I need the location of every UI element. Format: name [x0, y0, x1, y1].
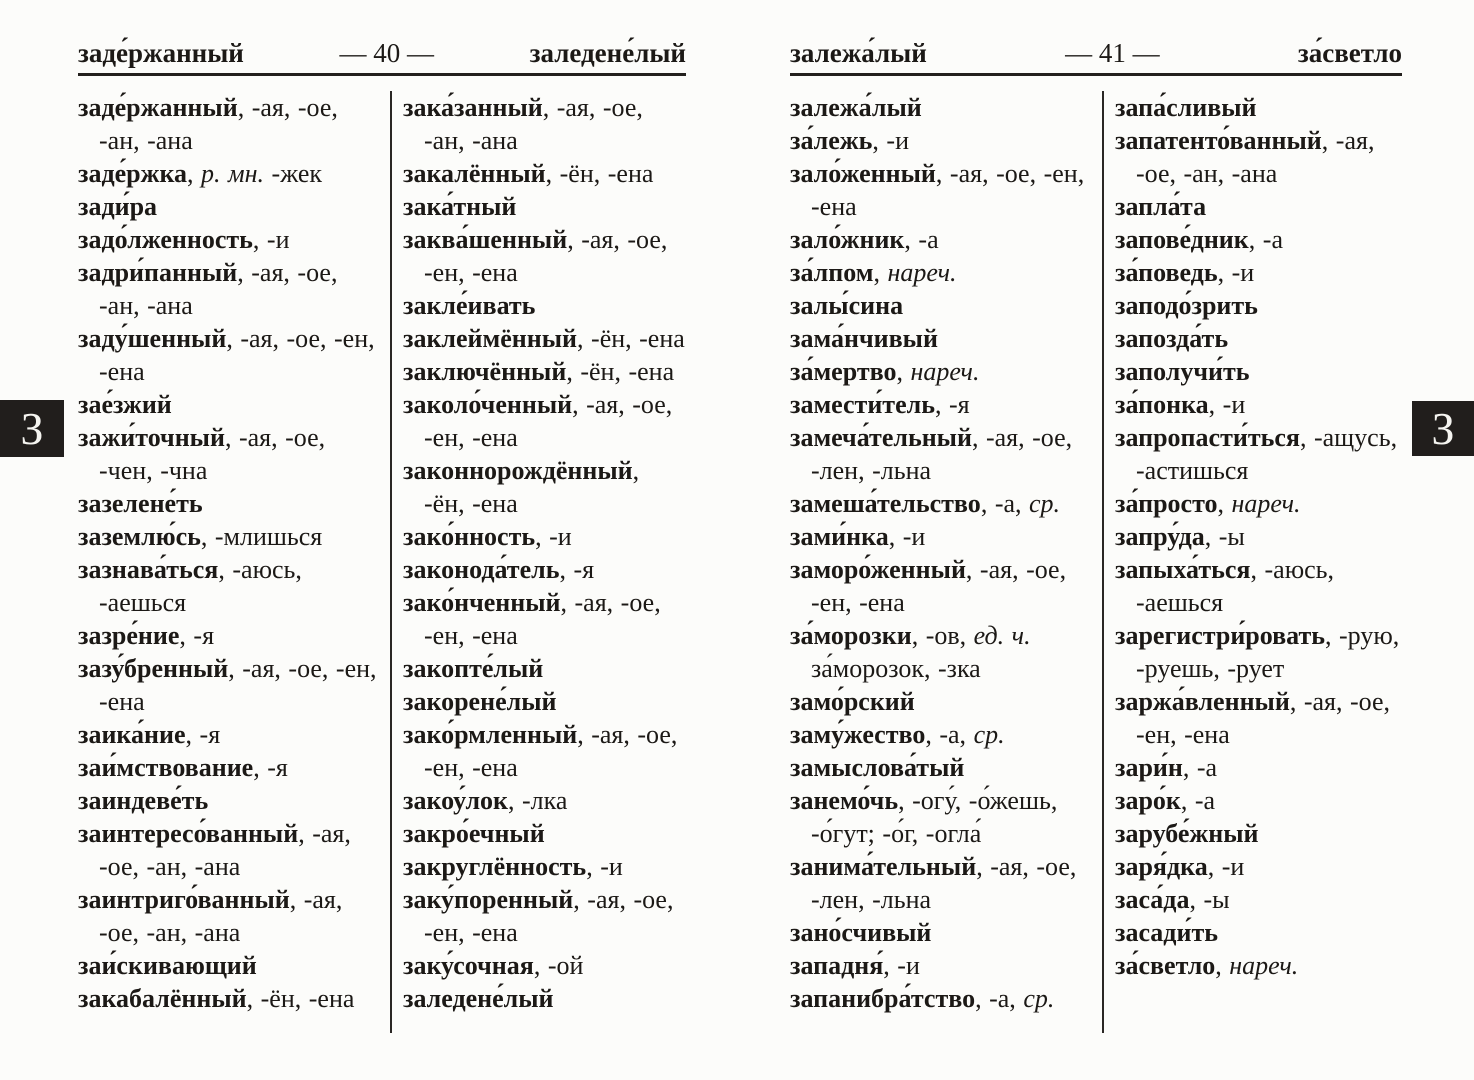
- dictionary-entry: запанибра́тство, -а, ср.: [790, 984, 1055, 1013]
- running-head-first-word: залежа́лый: [790, 38, 927, 68]
- header-rule: [78, 73, 686, 76]
- dictionary-entry: зака́занный, -ая, -ое, -ан, -ана: [403, 93, 643, 155]
- dictionary-entry: замеча́тельный, -ая, -ое, -лен, -льна: [790, 423, 1073, 485]
- dictionary-entry: за́поведь, -и: [1115, 258, 1255, 287]
- dictionary-entry: за́светло, нареч.: [1115, 951, 1299, 980]
- dictionary-entry: законнорождённый, -ён, -ена: [403, 456, 640, 518]
- dictionary-entry: заполучи́ть: [1115, 357, 1250, 386]
- dictionary-entry: заму́жество, -а, ср.: [790, 720, 1005, 749]
- page-number: — 40 —: [339, 38, 434, 68]
- dictionary-entry: заподо́зрить: [1115, 291, 1258, 320]
- dictionary-entry: засади́ть: [1115, 918, 1218, 947]
- dictionary-entry: запа́сливый: [1115, 93, 1257, 122]
- dictionary-entry: закалённый, -ён, -ена: [403, 159, 654, 188]
- dictionary-entry: замеша́тельство, -а, ср.: [790, 489, 1061, 518]
- running-head-last-word: заледене́лый: [529, 38, 686, 68]
- dictionary-entry: за́лежь, -и: [790, 126, 909, 155]
- text-column: [78, 91, 381, 1033]
- dictionary-entry: заморо́женный, -ая, -ое, -ен, -ена: [790, 555, 1067, 617]
- dictionary-entry: за́лпом, нареч.: [790, 258, 957, 287]
- dictionary-entry: зало́женный, -ая, -ое, -ен, -ена: [790, 159, 1085, 221]
- running-head-last-word: за́светло: [1297, 38, 1402, 68]
- dictionary-entry: зако́нность, -и: [403, 522, 572, 551]
- dictionary-entry: закопте́лый: [403, 654, 544, 683]
- dictionary-entry: заку́поренный, -ая, -ое, -ен, -ена: [403, 885, 674, 947]
- dictionary-entry: заде́ржанный, -ая, -ое, -ан, -ана: [78, 93, 338, 155]
- dictionary-entry: занемо́чь, -огу́, -о́жешь, -о́гут; -о́г, -огла́: [790, 786, 1058, 848]
- dictionary-entry: закруглённость, -и: [403, 852, 623, 881]
- dictionary-entry: закабалённый, -ён, -ена: [78, 984, 355, 1013]
- dictionary-page-41: [790, 38, 1402, 1033]
- dictionary-entry: залы́сина: [790, 291, 904, 320]
- header-rule: [790, 73, 1402, 76]
- dictionary-entry: заледене́лый: [403, 984, 554, 1013]
- dictionary-entry: заика́ние, -я: [78, 720, 221, 749]
- dictionary-entry: зами́нка, -и: [790, 522, 926, 551]
- tab-letter: З: [1431, 402, 1455, 454]
- dictionary-entry: заду́шенный, -ая, -ое, -ен, -ена: [78, 324, 375, 386]
- dictionary-entry: запатенто́ванный, -ая, -ое, -ан, -ана: [1115, 126, 1375, 188]
- dictionary-entry: зади́ра: [78, 192, 158, 221]
- dictionary-entry: зазнава́ться, -аюсь, -аешься: [78, 555, 302, 617]
- dictionary-entry: зано́счивый: [790, 918, 932, 947]
- dictionary-entry: замести́тель, -я: [790, 390, 970, 419]
- dictionary-entry: задо́лженность, -и: [78, 225, 290, 254]
- dictionary-entry: зама́нчивый: [790, 324, 938, 353]
- section-tab-right: [1412, 401, 1474, 456]
- dictionary-entry: зарегистри́ровать, -рую, -руешь, -рует: [1115, 621, 1400, 683]
- dictionary-entry: зазу́бренный, -ая, -ое, -ен, -ена: [78, 654, 377, 716]
- dictionary-entry: задри́панный, -ая, -ое, -ан, -ана: [78, 258, 338, 320]
- dictionary-entry: закорене́лый: [403, 687, 557, 716]
- dictionary-entry: запозда́ть: [1115, 324, 1229, 353]
- text-column: [1104, 91, 1402, 1033]
- dictionary-entry: заи́мствование, -я: [78, 753, 288, 782]
- dictionary-entry: запове́дник, -а: [1115, 225, 1283, 254]
- dictionary-entry: закро́ечный: [403, 819, 545, 848]
- dictionary-entry: зари́н, -а: [1115, 753, 1218, 782]
- text-column: [392, 91, 686, 1033]
- dictionary-page-40: [78, 38, 686, 1033]
- dictionary-entry: заземлю́сь, -млишься: [78, 522, 323, 551]
- dictionary-entry: заиндеве́ть: [78, 786, 209, 815]
- section-tab-left: [0, 400, 64, 457]
- dictionary-entry: зако́нченный, -ая, -ое, -ен, -ена: [403, 588, 661, 650]
- dictionary-entry: заклеймённый, -ён, -ена: [403, 324, 685, 353]
- dictionary-entry: за́просто, нареч.: [1115, 489, 1301, 518]
- dictionary-entry: зако́рмленный, -ая, -ое, -ен, -ена: [403, 720, 678, 782]
- dictionary-entry: зало́жник, -а: [790, 225, 939, 254]
- dictionary-entry: заса́да, -ы: [1115, 885, 1230, 914]
- dictionary-entry: заколо́ченный, -ая, -ое, -ен, -ена: [403, 390, 673, 452]
- dictionary-entry: заде́ржка, р. мн. -жек: [78, 159, 322, 188]
- dictionary-entry: за́мертво, нареч.: [790, 357, 980, 386]
- dictionary-entry: запла́та: [1115, 192, 1207, 221]
- dictionary-entry: заря́дка, -и: [1115, 852, 1245, 881]
- dictionary-entry: запру́да, -ы: [1115, 522, 1245, 551]
- dictionary-entry: заква́шенный, -ая, -ое, -ен, -ена: [403, 225, 668, 287]
- dictionary-entry: за́морозки, -ов, ед. ч. за́морозок, -зка: [790, 621, 1031, 683]
- dictionary-entry: залежа́лый: [790, 93, 922, 122]
- dictionary-entry: занима́тельный, -ая, -ое, -лен, -льна: [790, 852, 1077, 914]
- dictionary-entry: заржа́вленный, -ая, -ое, -ен, -ена: [1115, 687, 1391, 749]
- dictionary-entry: заку́сочная, -ой: [403, 951, 584, 980]
- dictionary-entry: заро́к, -а: [1115, 786, 1216, 815]
- dictionary-entry: замыслова́тый: [790, 753, 965, 782]
- page-columns: [78, 91, 686, 1033]
- running-head: [78, 38, 686, 68]
- dictionary-entry: заключённый, -ён, -ена: [403, 357, 675, 386]
- dictionary-entry: зае́зжий: [78, 390, 172, 419]
- running-head: [790, 38, 1402, 68]
- dictionary-entry: законода́тель, -я: [403, 555, 595, 584]
- running-head-first-word: заде́ржанный: [78, 38, 244, 68]
- dictionary-entry: замо́рский: [790, 687, 915, 716]
- page-columns: [790, 91, 1402, 1033]
- dictionary-entry: заинтриго́ванный, -ая, -ое, -ан, -ана: [78, 885, 343, 947]
- page-number: — 41 —: [1065, 38, 1160, 68]
- dictionary-entry: заи́скивающий: [78, 951, 257, 980]
- dictionary-entry: зарубе́жный: [1115, 819, 1259, 848]
- dictionary-entry: зажи́точный, -ая, -ое, -чен, -чна: [78, 423, 326, 485]
- dictionary-entry: зазре́ние, -я: [78, 621, 215, 650]
- dictionary-entry: зака́тный: [403, 192, 517, 221]
- tab-letter: З: [20, 402, 44, 454]
- dictionary-entry: заинтересо́ванный, -ая, -ое, -ан, -ана: [78, 819, 351, 881]
- dictionary-entry: зазелене́ть: [78, 489, 203, 518]
- dictionary-entry: западня́, -и: [790, 951, 920, 980]
- dictionary-entry: закоу́лок, -лка: [403, 786, 568, 815]
- dictionary-entry: запропасти́ться, -ащусь, -астишься: [1115, 423, 1398, 485]
- dictionary-entry: запыха́ться, -аюсь, -аешься: [1115, 555, 1335, 617]
- dictionary-entry: закле́ивать: [403, 291, 536, 320]
- text-column: [790, 91, 1093, 1033]
- dictionary-entry: за́понка, -и: [1115, 390, 1246, 419]
